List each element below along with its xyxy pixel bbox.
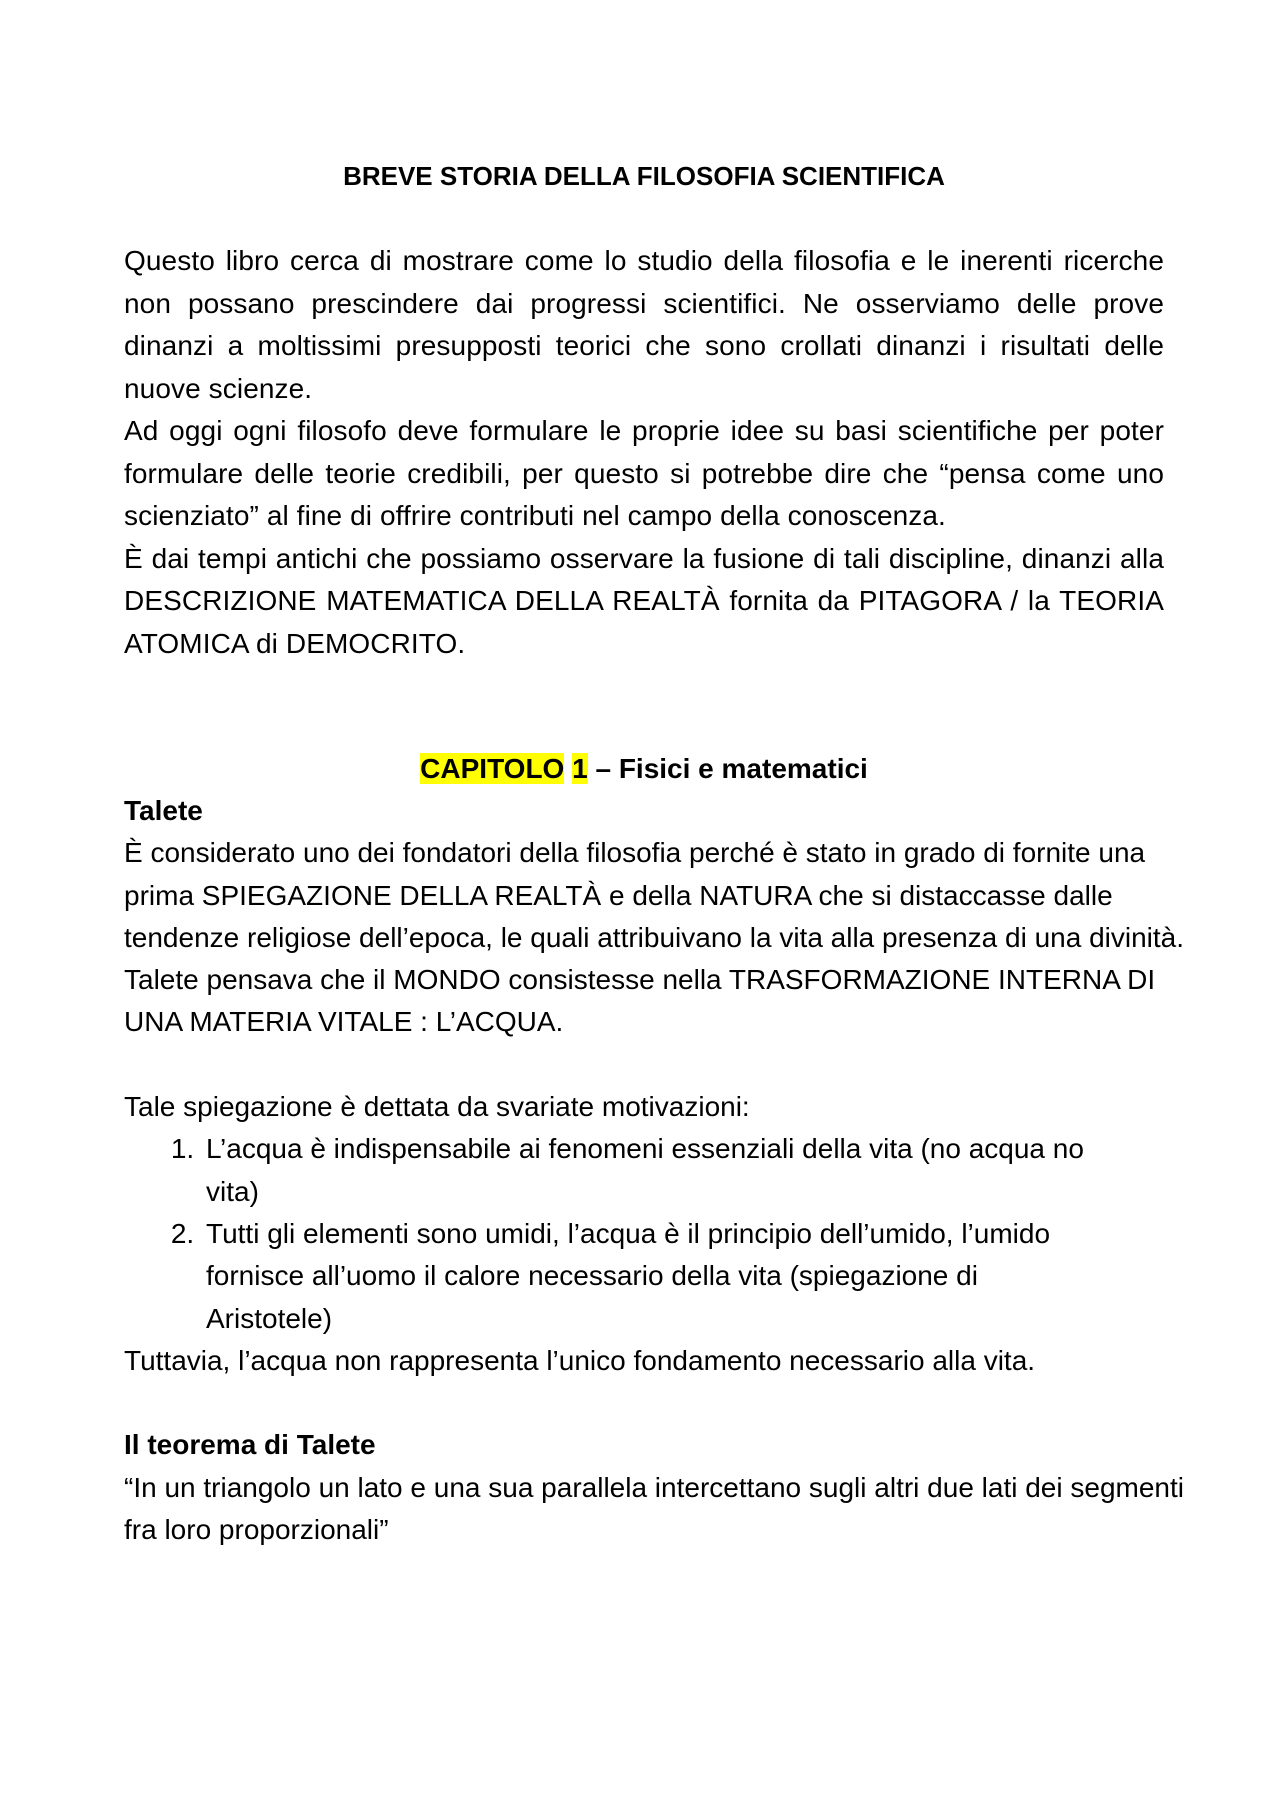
chapter-label: CAPITOLO bbox=[420, 753, 565, 784]
motivations-intro: Tale spiegazione è dettata da svariate motivazioni: bbox=[124, 1091, 750, 1123]
conclusion-paragraph: Tuttavia, l’acqua non rappresenta l’unico fondamento necessario alla vita. bbox=[124, 1344, 1036, 1376]
body-paragraph: È considerato uno dei fondatori della filosofia perché è stato in grado di fornite una prima SPIEGAZIONE DELLA REALTÀ e della NATURA che si distaccasse dalle tendenze religiose dell’epoca, le quali attribuivano la vita alla presenza di una divinità. bbox=[124, 837, 1185, 953]
intro-paragraph: Ad oggi ogni filosofo deve formulare le proprie idee su basi scientifiche per poter formulare delle teorie credibili, per questo si potrebbe dire che “pensa come uno scienziato” al fine di offrire contributi nel campo della conoscenza. bbox=[124, 415, 1164, 531]
body-paragraph: Talete pensava che il MONDO consistesse nella TRASFORMAZIONE INTERNA DI UNA MATERIA VITALE : L’ACQUA. bbox=[124, 964, 1156, 1038]
blank-line bbox=[124, 1382, 1184, 1424]
chapter-body bbox=[124, 790, 1184, 1551]
document-title: BREVE STORIA DELLA FILOSOFIA SCIENTIFICA bbox=[343, 161, 945, 191]
section-heading-talete: Talete bbox=[124, 795, 203, 826]
list-item: 2. Tutti gli elementi sono umidi, l’acqua è il principio dell’umido, l’umido fornisce all’uomo il calore necessario della vita (spiegazione di Aristotele) bbox=[202, 1213, 1106, 1340]
intro-paragraph: È dai tempi antichi che possiamo osservare la fusione di tali discipline, dinanzi alla DESCRIZIONE MATEMATICA DELLA REALTÀ fornita da PITAGORA / la TEORIA ATOMICA di DEMOCRITO. bbox=[124, 542, 1164, 659]
chapter-subtitle: – Fisici e matematici bbox=[587, 753, 868, 784]
motivations-list bbox=[124, 1128, 1184, 1339]
intro-section bbox=[124, 240, 1164, 665]
section-heading-theorem: Il teorema di Talete bbox=[124, 1429, 376, 1461]
list-item: 1. L’acqua è indispensabile ai fenomeni essenziali della vita (no acqua no vita) bbox=[202, 1128, 1106, 1213]
theorem-quote: “In un triangolo un lato e una sua parallela intercettano sugli altri due lati dei segmenti fra loro proporzionali” bbox=[124, 1471, 1184, 1546]
intro-paragraph: Questo libro cerca di mostrare come lo studio della filosofia e le inerenti ricerche non possano prescindere dai progressi scientifici. Ne osserviamo delle prove dinanzi a moltissimi presupposti teorici che sono crollati dinanzi i risultati delle nuove scienze. bbox=[124, 245, 1164, 404]
chapter-heading bbox=[124, 748, 1164, 790]
blank-line bbox=[124, 1044, 1184, 1086]
chapter-number: 1 bbox=[572, 753, 588, 784]
